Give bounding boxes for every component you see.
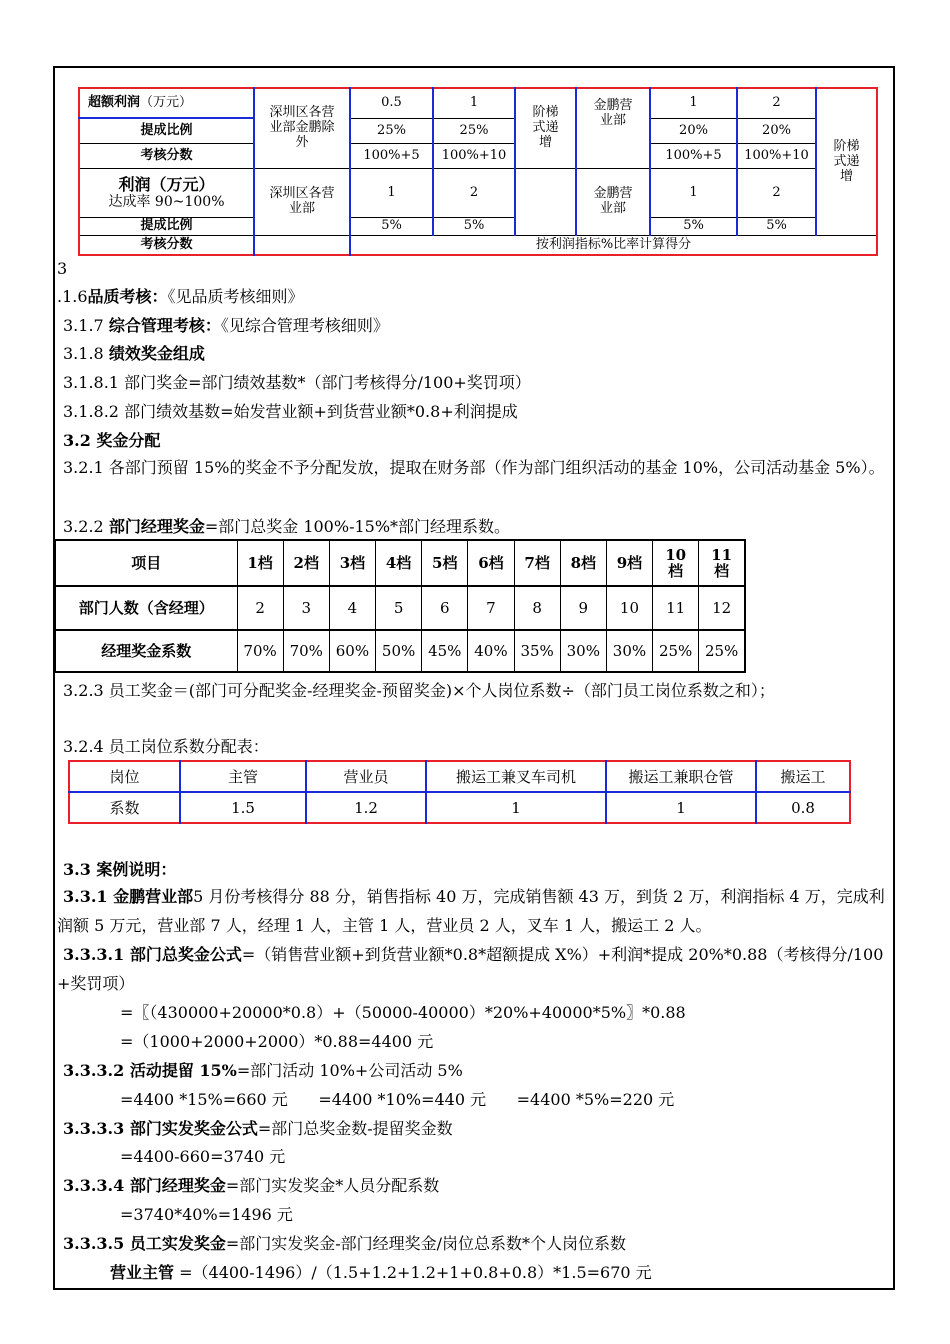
position-coefficient-table bbox=[68, 760, 851, 824]
dept2-cell-1: 金鹏营业部 bbox=[576, 88, 650, 169]
value-cell: 2 bbox=[737, 88, 816, 118]
coefficient-cell: 70% bbox=[283, 630, 329, 672]
value-cell: 20% bbox=[650, 118, 737, 143]
tier-header: 9档 bbox=[606, 540, 652, 586]
calc-line-3: =4400 *15%=660 元 =4400 *10%=440 元 =4400 *5%=220 元 bbox=[120, 1090, 675, 1109]
reserve-line: 3.3.3.2 活动提留 15%=部门活动 10%+公司活动 5% bbox=[63, 1061, 463, 1080]
headcount-cell: 3 bbox=[283, 586, 329, 630]
headcount-cell: 11 bbox=[653, 586, 699, 630]
tier-header: 2档 bbox=[283, 540, 329, 586]
empty-cell bbox=[515, 169, 576, 236]
tier-header: 7档 bbox=[514, 540, 560, 586]
coefficient-cell: 35% bbox=[514, 630, 560, 672]
position-coefficient: 1 bbox=[606, 792, 756, 823]
headcount-label: 部门人数（含经理） bbox=[55, 586, 237, 630]
value-cell: 1 bbox=[650, 169, 737, 218]
value-cell: 0.5 bbox=[350, 88, 433, 118]
coefficient-cell: 50% bbox=[376, 630, 422, 672]
coefficient-cell: 45% bbox=[422, 630, 468, 672]
supervisor-calc-line: 营业主管 =（4400-1496）/（1.5+1.2+1.2+1+0.8+0.8）*1.5=670 元 bbox=[110, 1263, 652, 1282]
value-cell: 2 bbox=[737, 169, 816, 218]
method2-cell: 阶梯式递增 bbox=[816, 88, 877, 236]
position-coefficient: 0.8 bbox=[756, 792, 850, 823]
employee-bonus-calc-line: 3.3.3.5 员工实发奖金=部门实发奖金-部门经理奖金/岗位总系数*个人岗位系数 bbox=[63, 1234, 627, 1253]
tier-header: 8档 bbox=[560, 540, 606, 586]
value-cell: 5% bbox=[737, 218, 816, 236]
headcount-cell: 9 bbox=[560, 586, 606, 630]
ratio-label: 提成比例 bbox=[79, 118, 254, 143]
coefficient-cell: 30% bbox=[560, 630, 606, 672]
calc-line-4: =4400-660=3740 元 bbox=[120, 1147, 286, 1166]
value-cell: 5% bbox=[650, 218, 737, 236]
calc-line-1: =〖（430000+20000*0.8）+（50000-40000）*20%+40000*5%〗*0.88 bbox=[120, 1003, 686, 1022]
value-cell: 1 bbox=[350, 169, 433, 218]
headcount-cell: 10 bbox=[606, 586, 652, 630]
value-cell: 25% bbox=[350, 118, 433, 143]
position-header: 岗位 bbox=[69, 761, 180, 792]
profit-commission-table bbox=[78, 87, 878, 256]
stray-line: 3 bbox=[57, 259, 68, 278]
coefficient-cell: 25% bbox=[699, 630, 745, 672]
manager-coefficient-table bbox=[54, 539, 746, 673]
dept-bonus-formula: 3.1.8.1 部门奖金=部门绩效基数*（部门考核得分/100+奖罚项） bbox=[63, 373, 531, 392]
quality-line: .1.6品质考核：《见品质考核细则》 bbox=[57, 287, 304, 306]
excess-profit-label: 超额利润（万元） bbox=[79, 88, 254, 118]
method-cell-1: 阶梯式递增 bbox=[515, 88, 576, 169]
calc-line-2: =（1000+2000+2000）*0.88=4400 元 bbox=[120, 1032, 434, 1051]
table-header: 项目 bbox=[55, 540, 237, 586]
employee-bonus-paragraph: 3.2.3 员工奖金＝(部门可分配奖金-经理奖金-预留奖金)×个人岗位系数÷（部门员工岗位系数之和）； bbox=[63, 681, 775, 700]
tier-header: 5档 bbox=[422, 540, 468, 586]
value-cell: 20% bbox=[737, 118, 816, 143]
coefficient-label: 经理奖金系数 bbox=[55, 630, 237, 672]
case-heading: 3.3 案例说明： bbox=[63, 860, 177, 879]
score-label-2: 考核分数 bbox=[79, 236, 254, 255]
headcount-cell: 4 bbox=[329, 586, 375, 630]
value-cell: 100%+5 bbox=[650, 144, 737, 169]
manager-bonus-line: 3.2.2 部门经理奖金=部门总奖金 100%-15%*部门经理系数。 bbox=[63, 517, 511, 536]
tier-header: 10档 bbox=[653, 540, 699, 586]
value-cell: 25% bbox=[433, 118, 515, 143]
headcount-cell: 8 bbox=[514, 586, 560, 630]
manager-bonus-calc-line: 3.3.3.4 部门经理奖金=部门实发奖金*人员分配系数 bbox=[63, 1176, 440, 1195]
total-bonus-formula: 3.3.3.1 部门总奖金公式=（销售营业额+到货营业额*0.8*超额提成 X%）+利润*提成 20%*0.88（考核得分/100 +奖罚项） bbox=[57, 945, 884, 993]
dept-base-formula: 3.1.8.2 部门绩效基数=始发营业额+到货营业额*0.8+利润提成 bbox=[63, 402, 518, 421]
position-coefficient: 系数 bbox=[69, 792, 180, 823]
tier-header: 1档 bbox=[237, 540, 283, 586]
section-heading-3-2: 3.2 奖金分配 bbox=[63, 431, 161, 450]
tier-header: 6档 bbox=[468, 540, 514, 586]
coefficient-cell: 25% bbox=[653, 630, 699, 672]
value-cell: 100%+5 bbox=[350, 144, 433, 169]
dept2-cell-2: 金鹏营业部 bbox=[576, 169, 650, 236]
value-cell: 1 bbox=[433, 88, 515, 118]
empty-cell bbox=[254, 236, 350, 255]
headcount-cell: 12 bbox=[699, 586, 745, 630]
tier-header: 3档 bbox=[329, 540, 375, 586]
dept-cell-1: 深圳区各营业部金鹏除外 bbox=[254, 88, 350, 169]
coefficient-cell: 30% bbox=[606, 630, 652, 672]
position-header: 主管 bbox=[180, 761, 306, 792]
coefficient-table-title: 3.2.4 员工岗位系数分配表： bbox=[63, 737, 269, 756]
actual-bonus-line: 3.3.3.3 部门实发奖金公式=部门总奖金数-提留奖金数 bbox=[63, 1119, 453, 1138]
headcount-cell: 6 bbox=[422, 586, 468, 630]
coefficient-cell: 40% bbox=[468, 630, 514, 672]
value-cell: 2 bbox=[433, 169, 515, 218]
profit-label: 利润（万元） 达成率 90~100% bbox=[79, 169, 254, 218]
merged-score-cell: 按利润指标%比率计算得分 bbox=[350, 236, 877, 255]
position-coefficient: 1 bbox=[426, 792, 606, 823]
management-line: 3.1.7 综合管理考核：《见综合管理考核细则》 bbox=[63, 316, 389, 335]
value-cell: 5% bbox=[433, 218, 515, 236]
position-header: 营业员 bbox=[306, 761, 426, 792]
reserve-paragraph: 3.2.1 各部门预留 15%的奖金不予分配发放，提取在财务部（作为部门组织活动的基金 10%，公司活动基金 5%）。 bbox=[63, 458, 885, 477]
calc-line-5: =3740*40%=1496 元 bbox=[120, 1205, 293, 1224]
headcount-cell: 2 bbox=[237, 586, 283, 630]
value-cell: 5% bbox=[350, 218, 433, 236]
position-coefficient: 1.2 bbox=[306, 792, 426, 823]
score-label: 考核分数 bbox=[79, 144, 254, 169]
value-cell: 100%+10 bbox=[433, 144, 515, 169]
headcount-cell: 5 bbox=[376, 586, 422, 630]
coefficient-cell: 70% bbox=[237, 630, 283, 672]
position-coefficient: 1.5 bbox=[180, 792, 306, 823]
position-header: 搬运工兼叉车司机 bbox=[426, 761, 606, 792]
value-cell: 1 bbox=[650, 88, 737, 118]
ratio-label-2: 提成比例 bbox=[79, 218, 254, 236]
coefficient-cell: 60% bbox=[329, 630, 375, 672]
position-header: 搬运工 bbox=[756, 761, 850, 792]
bonus-composition-heading: 3.1.8 绩效奖金组成 bbox=[63, 344, 205, 363]
position-header: 搬运工兼职仓管 bbox=[606, 761, 756, 792]
headcount-cell: 7 bbox=[468, 586, 514, 630]
tier-header: 11档 bbox=[699, 540, 745, 586]
value-cell: 100%+10 bbox=[737, 144, 816, 169]
tier-header: 4档 bbox=[376, 540, 422, 586]
case-paragraph: 3.3.1 金鹏营业部5 月份考核得分 88 分，销售指标 40 万，完成销售额 43 万，到货 2 万，利润指标 4 万，完成利润额 5 万元，营业部 7 人，经理 1 人，主管 1 人，营业员 2 人，叉车 1 人，搬运工 2 人。 bbox=[57, 887, 885, 935]
dept-cell-2: 深圳区各营业部 bbox=[254, 169, 350, 236]
